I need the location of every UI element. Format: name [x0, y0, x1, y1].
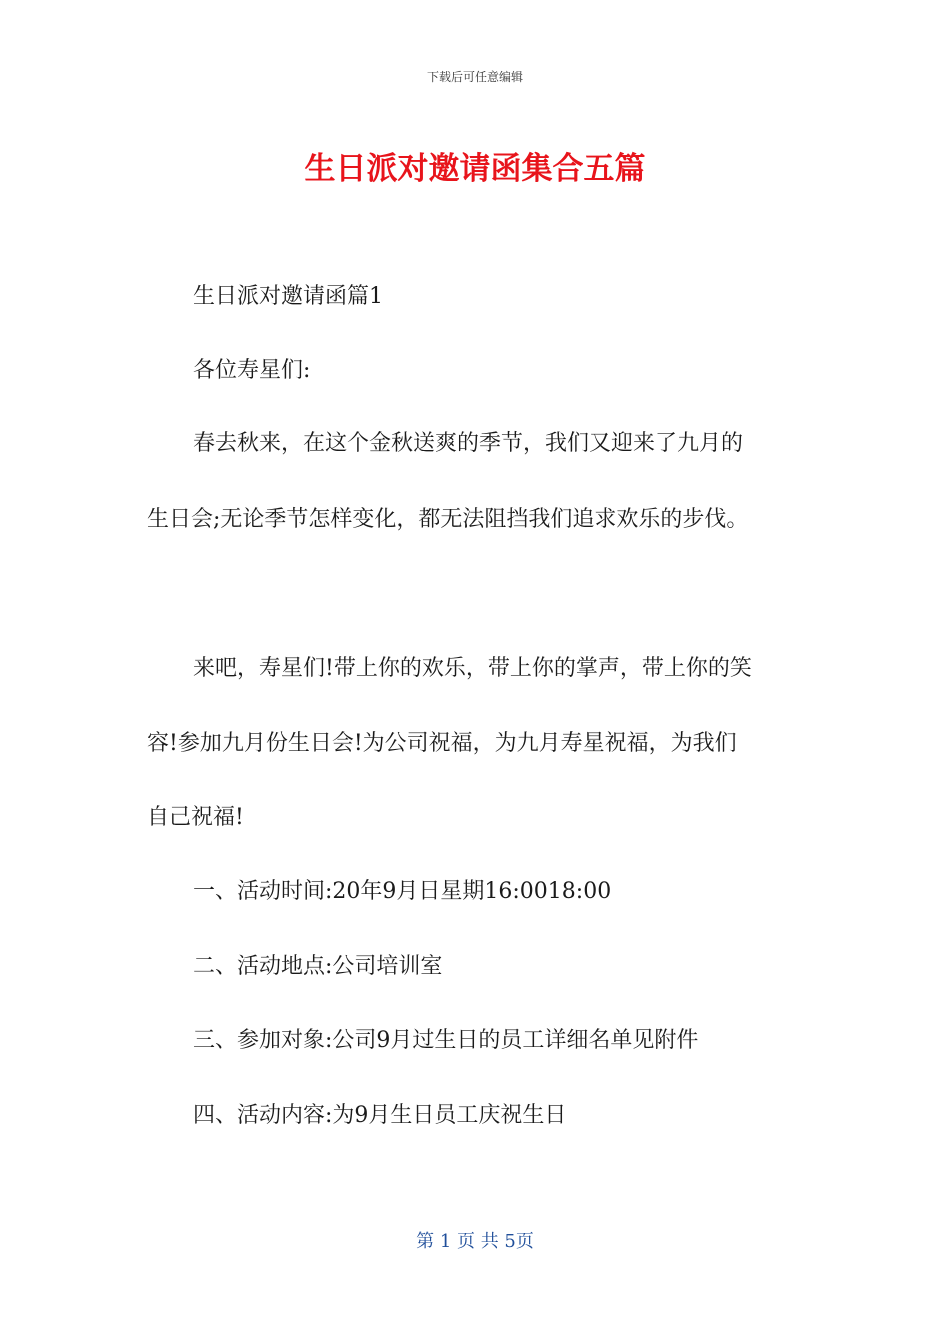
paragraph-1-line-1: 春去秋来，在这个金秋送爽的季节，我们又迎来了九月的 — [193, 431, 744, 456]
list-item-location: 二、活动地点:公司培训室 — [193, 954, 443, 979]
page-number-label: 第 1 页 共 5页 — [416, 1231, 534, 1252]
paragraph-1-line-2: 生日会;无论季节怎样变化，都无法阻挡我们追求欢乐的步伐。 — [147, 507, 749, 532]
list-item-content: 四、活动内容:为9月生日员工庆祝生日 — [193, 1103, 567, 1128]
section-heading: 生日派对邀请函篇1 — [193, 284, 383, 309]
document-title: 生日派对邀请函集合五篇 — [304, 151, 646, 187]
salutation: 各位寿星们: — [193, 358, 311, 383]
list-item-time: 一、活动时间:20年9月日星期16:0018:00 — [193, 879, 612, 904]
paragraph-2-line-3: 自己祝福! — [147, 805, 244, 830]
header-note: 下载后可任意编辑 — [426, 70, 523, 84]
list-item-participants: 三、参加对象:公司9月过生日的员工详细名单见附件 — [193, 1028, 699, 1053]
page-footer — [0, 1227, 950, 1253]
paragraph-2-line-2: 容!参加九月份生日会!为公司祝福，为九月寿星祝福，为我们 — [147, 731, 737, 756]
paragraph-2-line-1: 来吧，寿星们!带上你的欢乐，带上你的掌声，带上你的笑 — [193, 656, 752, 681]
